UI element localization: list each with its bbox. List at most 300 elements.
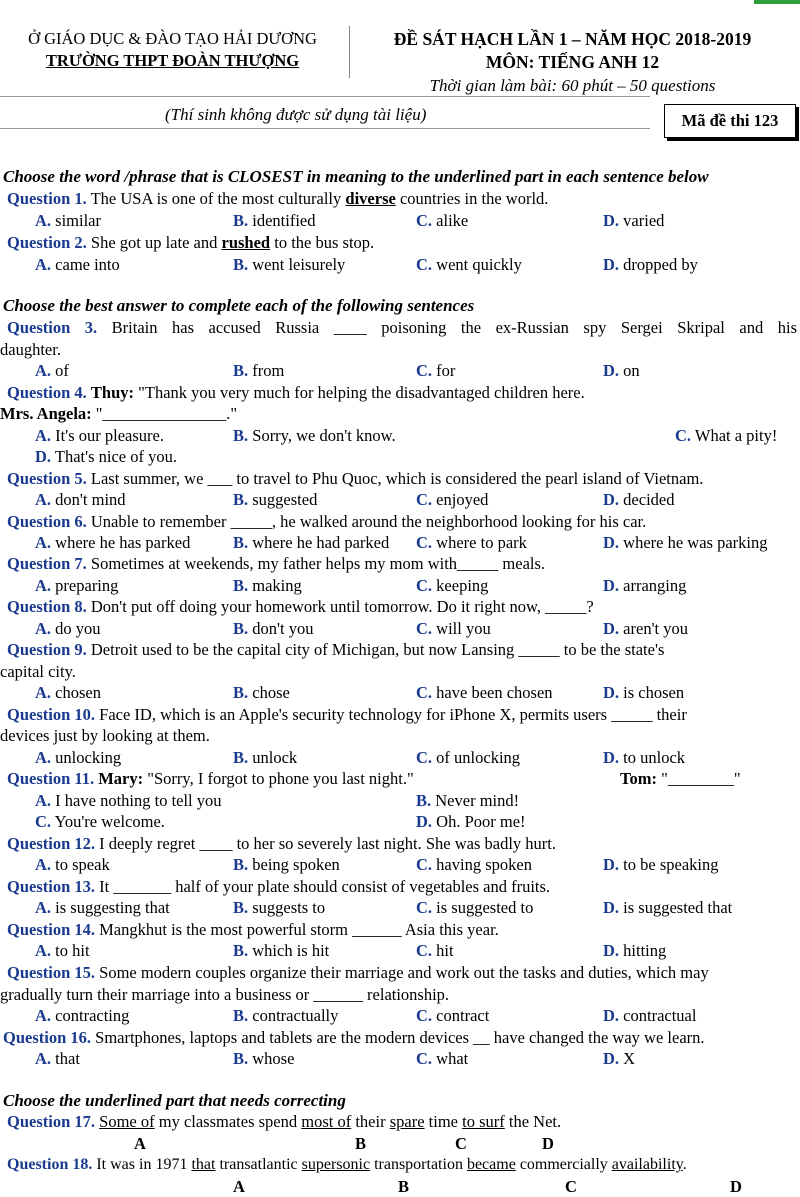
option-text: enjoyed [436,490,489,509]
question-8 [7,597,594,617]
option-letter: A. [35,1006,52,1025]
option-d[interactable] [603,533,768,553]
option-letter: C. [416,1049,433,1068]
option-c[interactable] [416,1006,489,1026]
option-b[interactable] [233,361,284,381]
underlined-part-b[interactable]: most of [301,1112,352,1131]
question-6 [7,512,646,532]
option-b[interactable] [233,1006,338,1026]
option-letter: D. [603,490,620,509]
option-text: where he had parked [252,533,390,552]
question-number: Question 10. [7,705,96,724]
option-text: Oh. Poor me! [436,812,526,831]
option-d[interactable] [603,576,686,596]
question-3 [7,318,797,338]
option-b[interactable] [416,791,519,811]
question-9 [7,640,664,660]
question-15-continued: gradually turn their marriage into a business or ______ relationship. [0,985,450,1004]
section-title-best-answer: Choose the best answer to complete each of the following sentences [3,296,475,315]
option-letter: B. [233,426,249,445]
option-a[interactable] [35,619,101,639]
option-text: that [55,1049,80,1068]
question-text: commercially [515,1156,612,1173]
question-text: . [682,1156,687,1173]
question-text: "Sorry, I forgot to phone you last night." [143,769,414,788]
option-b[interactable] [233,211,316,231]
option-text: varied [623,211,665,230]
option-text: do you [55,619,101,638]
option-letter: B. [233,1049,249,1068]
option-letter: A. [35,898,52,917]
option-text: unlock [252,748,298,767]
option-letter: B. [233,748,249,767]
question-12 [7,834,556,854]
question-14 [7,920,499,940]
option-letter: B. [233,619,249,638]
option-text: hit [436,941,454,960]
option-b[interactable] [233,533,389,553]
question-15 [7,963,709,983]
option-text: being spoken [252,855,340,874]
top-accent-bar [754,0,800,4]
option-a[interactable] [35,1049,80,1069]
question-text: my classmates spend [154,1112,302,1131]
question-9-continued: capital city. [0,662,76,681]
option-letter: C. [416,898,433,917]
option-letter: B. [416,791,432,810]
school-header [0,28,345,72]
part-label-b: B [355,1134,367,1153]
question-number: Question 11. [7,769,95,788]
option-a[interactable] [35,490,126,510]
option-b[interactable] [233,1049,294,1069]
option-text: I have nothing to tell you [55,791,222,810]
option-c[interactable] [416,576,488,596]
question-text: countries in the world. [395,189,549,208]
option-c[interactable] [416,255,522,275]
option-letter: C. [416,941,433,960]
option-b[interactable] [233,255,345,275]
option-text: You're welcome. [54,812,165,831]
option-text: will you [436,619,491,638]
option-letter: D. [603,855,620,874]
question-text: time [424,1112,463,1131]
question-number: Question 2. [7,233,87,252]
option-letter: C. [416,255,433,274]
option-letter: B. [233,1006,249,1025]
question-number: Question 14. [7,920,96,939]
option-d[interactable] [603,855,718,875]
option-letter: B. [233,898,249,917]
option-c[interactable] [416,748,520,768]
option-d[interactable] [603,619,688,639]
question-text: Sometimes at weekends, my father helps my mom with_____ meals. [86,554,546,573]
option-letter: A. [35,490,52,509]
option-text: to be speaking [623,855,719,874]
option-letter: A. [35,255,52,274]
question-text: It was in 1971 [92,1156,192,1173]
option-letter: C. [675,426,692,445]
option-letter: B. [233,255,249,274]
question-text: to the bus stop. [270,233,375,252]
option-text: is suggested to [436,898,534,917]
option-text: suggests to [252,898,326,917]
option-letter: C. [416,490,433,509]
option-a[interactable] [35,255,120,275]
question-text: Britain has accused Russia ____ poisoning the ex-Russian spy Sergei Skripal and his [97,318,797,337]
underlined-word: diverse [345,189,396,208]
option-b[interactable] [233,898,325,918]
question-text: It _______ half of your plate should consist of vegetables and fruits. [95,877,551,896]
option-text: unlocking [55,748,122,767]
question-18 [7,1156,687,1174]
option-letter: D. [35,447,52,466]
question-number: Question 12. [7,834,96,853]
exam-header [345,28,800,97]
option-d[interactable] [603,255,698,275]
option-c[interactable] [675,426,777,446]
option-letter: C. [416,748,433,767]
speaker-name: Tom: [620,769,657,788]
option-letter: D. [603,255,620,274]
underlined-part-a[interactable]: Some of [99,1112,155,1131]
option-letter: B. [233,361,249,380]
option-text: alike [436,211,469,230]
option-a[interactable] [35,1006,129,1026]
option-letter: D. [603,941,620,960]
option-text: keeping [436,576,489,595]
option-c[interactable] [35,812,165,832]
part-label-d: D [542,1134,554,1153]
option-a[interactable] [35,748,121,768]
option-a[interactable] [35,533,190,553]
option-letter: D. [603,898,620,917]
speaker-name: Mary: [98,769,144,788]
option-b[interactable] [233,426,396,446]
option-text: having spoken [436,855,532,874]
option-text: contractually [252,1006,339,1025]
question-text: "Thank you very much for helping the disadvantaged children here. [134,383,585,402]
option-text: aren't you [623,619,688,638]
question-4 [7,383,585,403]
question-5 [7,469,703,489]
option-letter: C. [416,576,433,595]
option-text: of unlocking [436,748,521,767]
exam-subject: MÔN: TIẾNG ANH 12 [485,52,660,72]
option-a[interactable] [35,941,90,961]
option-d[interactable] [603,490,674,510]
underlined-part-a[interactable]: that [191,1156,216,1173]
question-number: Question 1. [7,189,87,208]
option-letter: D. [603,619,620,638]
school-name: TRƯỜNG THPT ĐOÀN THƯỢNG [45,51,300,70]
option-letter: D. [603,748,620,767]
question-text: transatlantic [215,1156,302,1173]
question-13 [7,877,550,897]
section-title-error-correction: Choose the underlined part that needs correcting [3,1091,346,1110]
option-d[interactable] [603,211,664,231]
option-text: went leisurely [252,255,346,274]
question-number: Question 16. [3,1028,92,1047]
question-number: Question 6. [7,512,87,531]
option-text: came into [55,255,120,274]
speaker-name: Thuy: [90,383,134,402]
part-label-a: A [233,1177,245,1196]
option-c[interactable] [416,683,553,703]
option-b[interactable] [233,748,297,768]
option-c[interactable] [416,211,468,231]
option-letter: D. [603,211,620,230]
option-text: arranging [623,576,687,595]
option-letter: A. [35,576,52,595]
option-letter: D. [603,533,620,552]
option-d[interactable] [603,1049,635,1069]
option-text: to unlock [623,748,686,767]
option-text: contractual [623,1006,697,1025]
option-text: It's our pleasure. [55,426,164,445]
option-text: for [436,361,456,380]
option-letter: C. [416,533,433,552]
question-4-reply [0,404,237,424]
option-letter: B. [233,211,249,230]
question-text: Don't put off doing your homework until tomorrow. Do it right now, _____? [86,597,594,616]
option-c[interactable] [416,855,532,875]
question-2 [7,233,374,253]
question-text: Last summer, we ___ to travel to Phu Quoc, which is considered the pearl island of Vietnam. [86,469,704,488]
option-letter: D. [603,576,620,595]
question-text: "_______________." [91,404,238,423]
option-letter: C. [416,1006,433,1025]
header-rule-top [0,96,650,97]
option-a[interactable] [35,576,118,596]
option-c[interactable] [416,490,488,510]
option-text: contract [436,1006,490,1025]
option-letter: D. [603,683,620,702]
underlined-part-b[interactable]: supersonic [301,1156,371,1173]
question-1 [7,189,548,209]
option-letter: C. [416,683,433,702]
question-text: transportation [370,1156,467,1173]
question-number: Question 15. [7,963,96,982]
option-a[interactable] [35,211,101,231]
question-10-continued: devices just by looking at them. [0,726,210,745]
question-text: She got up late and [86,233,222,252]
option-letter: D. [603,1049,620,1068]
option-c[interactable] [416,619,491,639]
option-text: of [55,361,69,380]
option-letter: A. [35,748,52,767]
option-letter: A. [35,211,52,230]
option-text: don't you [252,619,314,638]
option-letter: B. [233,941,249,960]
question-number: Question 4. [7,383,87,402]
option-letter: D. [416,812,433,831]
option-text: don't mind [55,490,126,509]
option-text: to speak [55,855,110,874]
option-b[interactable] [233,855,340,875]
option-text: where he was parking [623,533,768,552]
part-label-d: D [730,1177,742,1196]
option-d[interactable] [603,898,732,918]
question-text: The USA is one of the most culturally [86,189,346,208]
option-a[interactable] [35,426,164,446]
option-text: on [623,361,640,380]
question-text: Detroit used to be the capital city of Michigan, but now Lansing _____ to be the state's [86,640,665,659]
option-letter: C. [416,855,433,874]
option-c[interactable] [416,361,455,381]
option-c[interactable] [416,898,533,918]
option-letter: A. [35,855,52,874]
question-number: Question 8. [7,597,87,616]
option-letter: A. [35,426,52,445]
option-d[interactable] [603,361,640,381]
option-text: where he has parked [55,533,191,552]
option-b[interactable] [233,619,313,639]
option-text: What a pity! [694,426,778,445]
option-text: where to park [436,533,527,552]
question-17 [7,1112,561,1132]
option-text: to hit [55,941,90,960]
option-a[interactable] [35,898,170,918]
option-text: decided [623,490,675,509]
option-d[interactable] [603,748,685,768]
underlined-word: rushed [221,233,271,252]
question-text: the Net. [504,1112,562,1131]
option-letter: B. [233,683,249,702]
option-text: similar [55,211,101,230]
question-number: Question 9. [7,640,87,659]
option-letter: A. [35,533,52,552]
option-letter: A. [35,941,52,960]
option-text: chosen [55,683,101,702]
option-letter: A. [35,1049,52,1068]
question-16 [3,1028,705,1048]
option-text: chose [252,683,290,702]
question-number: Question 3. [7,318,98,337]
question-11-reply [620,769,741,789]
question-11 [7,769,414,789]
exam-duration: Thời gian làm bài: 60 phút – 50 questions [429,76,716,95]
part-label-b: B [398,1177,410,1196]
exam-code-box: Mã đề thi 123 [664,104,796,138]
option-letter: B. [233,576,249,595]
option-a[interactable] [35,361,69,381]
underlined-part-c[interactable]: spare [389,1112,425,1131]
option-letter: A. [35,619,52,638]
option-text: Never mind! [435,791,520,810]
question-text: Smartphones, laptops and tablets are the modern devices __ have changed the way we learn. [91,1028,705,1047]
option-text: went quickly [436,255,522,274]
option-text: what [436,1049,469,1068]
exam-note: (Thí sinh không được sử dụng tài liệu) [165,105,427,124]
option-d[interactable] [35,447,177,467]
option-text: preparing [55,576,119,595]
question-10 [7,705,687,725]
question-number: Question 5. [7,469,87,488]
question-number: Question 18. [7,1156,93,1173]
part-label-c: C [565,1177,577,1196]
option-b[interactable] [233,941,329,961]
option-letter: D. [603,1006,620,1025]
part-label-c: C [455,1134,467,1153]
option-b[interactable] [233,490,317,510]
option-a[interactable] [35,855,110,875]
option-letter: A. [35,791,52,810]
option-text: is chosen [623,683,685,702]
option-b[interactable] [233,683,290,703]
option-text: which is hit [252,941,330,960]
option-text: from [252,361,285,380]
option-d[interactable] [603,1006,696,1026]
part-label-a: A [134,1134,146,1153]
option-text: X [623,1049,636,1068]
option-c[interactable] [416,533,527,553]
option-text: whose [252,1049,295,1068]
option-d[interactable] [603,683,684,703]
option-b[interactable] [233,576,302,596]
option-text: is suggesting that [55,898,170,917]
underlined-part-c[interactable]: became [466,1156,516,1173]
option-text: have been chosen [436,683,553,702]
option-d[interactable] [416,812,526,832]
option-text: making [252,576,302,595]
option-letter: B. [233,490,249,509]
option-d[interactable] [603,941,666,961]
option-text: hitting [623,941,667,960]
question-text: Face ID, which is an Apple's security technology for iPhone X, permits users _____ their [95,705,687,724]
option-text: is suggested that [623,898,733,917]
option-text: dropped by [623,255,698,274]
question-text: Some modern couples organize their marriage and work out the tasks and duties, which may [95,963,709,982]
option-text: contracting [55,1006,130,1025]
question-text: Mangkhut is the most powerful storm ______ Asia this year. [95,920,499,939]
question-number: Question 17. [7,1112,96,1131]
question-number: Question 13. [7,877,96,896]
underlined-part-d[interactable]: availability [611,1156,683,1173]
department-name: Ở GIÁO DỤC & ĐÀO TẠO HẢI DƯƠNG [28,29,317,48]
option-letter: A. [35,683,52,702]
option-text: suggested [252,490,318,509]
question-text: "________" [656,769,741,788]
question-text: I deeply regret ____ to her so severely last night. She was badly hurt. [95,834,556,853]
question-text: their [351,1112,390,1131]
option-letter: D. [603,361,620,380]
option-text: That's nice of you. [54,447,177,466]
option-letter: C. [416,619,433,638]
underlined-part-d[interactable]: to surf [462,1112,505,1131]
section-title-synonyms: Choose the word /phrase that is CLOSEST in meaning to the underlined part in each sentence below [3,167,709,186]
question-number: Question 7. [7,554,87,573]
header-rule-bottom [0,128,650,129]
option-letter: C. [35,812,52,831]
question-7 [7,554,545,574]
question-3-continued: daughter. [0,340,61,359]
option-letter: C. [416,361,433,380]
option-a[interactable] [35,683,101,703]
speaker-name: Mrs. Angela: [0,404,92,423]
option-letter: B. [233,855,249,874]
exam-title: ĐỀ SÁT HẠCH LẦN 1 – NĂM HỌC 2018-2019 [393,29,752,49]
option-c[interactable] [416,1049,468,1069]
option-text: Sorry, we don't know. [252,426,396,445]
option-letter: C. [416,211,433,230]
option-letter: A. [35,361,52,380]
option-c[interactable] [416,941,454,961]
question-text: Unable to remember _____, he walked around the neighborhood looking for his car. [86,512,647,531]
option-letter: B. [233,533,249,552]
option-text: identified [252,211,316,230]
option-a[interactable] [35,791,222,811]
